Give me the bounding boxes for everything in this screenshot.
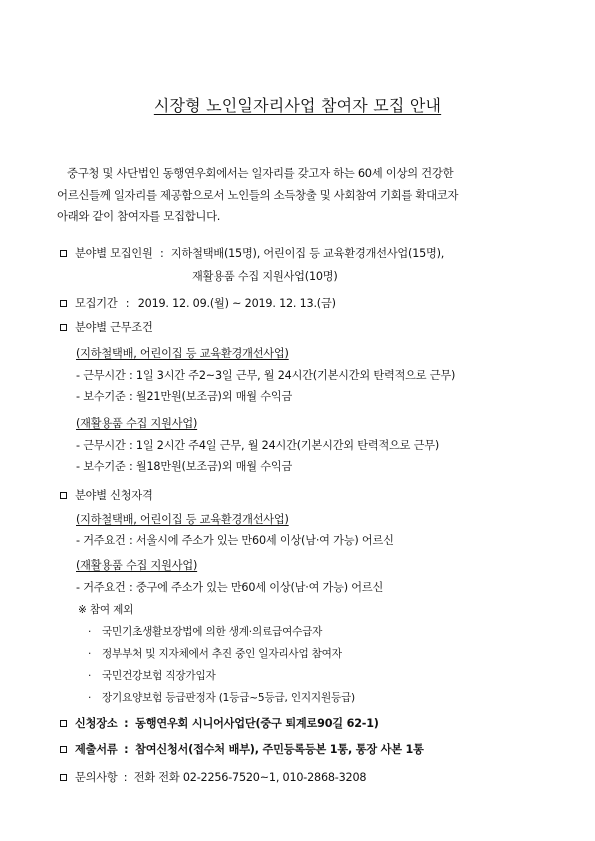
exclude-item xyxy=(88,668,216,684)
place-label: 신청장소 xyxy=(75,717,118,730)
conditions-heading xyxy=(60,320,153,336)
eligibility-heading xyxy=(60,488,153,504)
place-separator: : xyxy=(124,717,129,730)
conditions-label: 분야별 근무조건 xyxy=(75,321,153,334)
square-bullet-icon xyxy=(60,720,67,727)
period-separator: : xyxy=(125,297,130,310)
docs-value: 참여신청서(접수처 배부), 주민등록등본 1통, 통장 사본 1통 xyxy=(135,743,424,756)
exclude-text: 정부부처 및 지자체에서 추진 중인 일자리사업 참여자 xyxy=(102,648,342,660)
square-bullet-icon xyxy=(60,746,67,753)
square-bullet-icon xyxy=(60,774,67,781)
conditions-group2-pay: - 보수기준 : 월18만원(보조금)외 매월 수익금 xyxy=(76,460,293,473)
recruit-row xyxy=(60,246,444,262)
contact-value: 전화 전화 02-2256-7520~1, 010-2868-3208 xyxy=(133,771,367,784)
eligibility-group1-req: - 거주요건 : 서울시에 주소가 있는 만60세 이상(남·여 가능) 어르신 xyxy=(76,534,394,547)
conditions-group1-pay: - 보수기준 : 월21만원(보조금)외 매월 수익금 xyxy=(76,390,293,403)
eligibility-label: 분야별 신청자격 xyxy=(75,489,153,502)
exclude-item xyxy=(88,690,355,706)
eligibility-group2-title: (재활용품 수집 지원사업) xyxy=(76,559,198,572)
exclude-text: 국민기초생활보장법에 의한 생계·의료급여수급자 xyxy=(102,626,323,638)
eligibility-group2-req: - 거주요건 : 중구에 주소가 있는 만60세 이상(남·여 가능) 어르신 xyxy=(76,581,384,594)
period-value: 2019. 12. 09.(월) ~ 2019. 12. 13.(금) xyxy=(137,297,336,310)
docs-label: 제출서류 xyxy=(75,743,118,756)
square-bullet-icon xyxy=(60,300,67,307)
square-bullet-icon xyxy=(60,324,67,331)
exclude-bullet: · xyxy=(88,692,92,704)
docs-separator: : xyxy=(124,743,129,756)
exclude-bullet: · xyxy=(88,648,92,660)
document-title-text: 시장형 노인일자리사업 참여자 모집 안내 xyxy=(153,96,442,115)
exclude-item xyxy=(88,646,342,662)
contact-separator: : xyxy=(123,771,128,784)
exclude-text: 장기요양보험 등급판정자 (1등급~5등급, 인지지원등급) xyxy=(102,692,355,704)
exclude-bullet: · xyxy=(88,670,92,682)
recruit-separator: : xyxy=(159,247,164,260)
conditions-group2-hours: - 근무시간 : 1일 2시간 주4일 근무, 월 24시간(기본시간외 탄력적으로 근무) xyxy=(76,439,440,452)
place-row xyxy=(60,716,379,732)
place-value: 동행연우회 시니어사업단(중구 퇴계로90길 62-1) xyxy=(135,717,379,730)
document-title xyxy=(0,96,595,116)
period-label: 모집기간 xyxy=(75,297,118,310)
exclude-label: ※ 참여 제외 xyxy=(78,604,134,616)
square-bullet-icon xyxy=(60,492,67,499)
conditions-group1-title: (지하철택배, 어린이집 등 교육환경개선사업) xyxy=(76,347,289,360)
intro-line-3: 아래와 같이 참여자를 모집합니다. xyxy=(57,209,221,223)
intro-line-1: 중구청 및 사단법인 동행연우회에서는 일자리를 갖고자 하는 60세 이상의 건강한 xyxy=(67,166,454,180)
conditions-group1-hours: - 근무시간 : 1일 3시간 주2~3일 근무, 월 24시간(기본시간외 탄력적으로 근무) xyxy=(76,369,456,382)
recruit-label: 분야별 모집인원 xyxy=(75,247,153,260)
conditions-group2-title: (재활용품 수집 지원사업) xyxy=(76,417,198,430)
contact-label: 문의사항 xyxy=(75,771,118,784)
eligibility-group1-title: (지하철택배, 어린이집 등 교육환경개선사업) xyxy=(76,513,289,526)
recruit-line-2: 재활용품 수집 지원사업(10명) xyxy=(192,270,338,283)
docs-row xyxy=(60,742,424,758)
exclude-item xyxy=(88,624,322,640)
intro-paragraph xyxy=(57,163,547,228)
intro-line-2: 어르신들께 일자리를 제공함으로서 노인들의 소득창출 및 사회참여 기회를 확대코자 xyxy=(57,187,459,202)
exclude-bullet: · xyxy=(88,626,92,638)
period-row xyxy=(60,296,336,312)
exclude-text: 국민건강보험 직장가입자 xyxy=(102,670,216,682)
contact-row xyxy=(60,770,366,786)
recruit-line-1: 지하철택배(15명), 어린이집 등 교육환경개선사업(15명), xyxy=(170,247,445,260)
square-bullet-icon xyxy=(60,250,67,257)
